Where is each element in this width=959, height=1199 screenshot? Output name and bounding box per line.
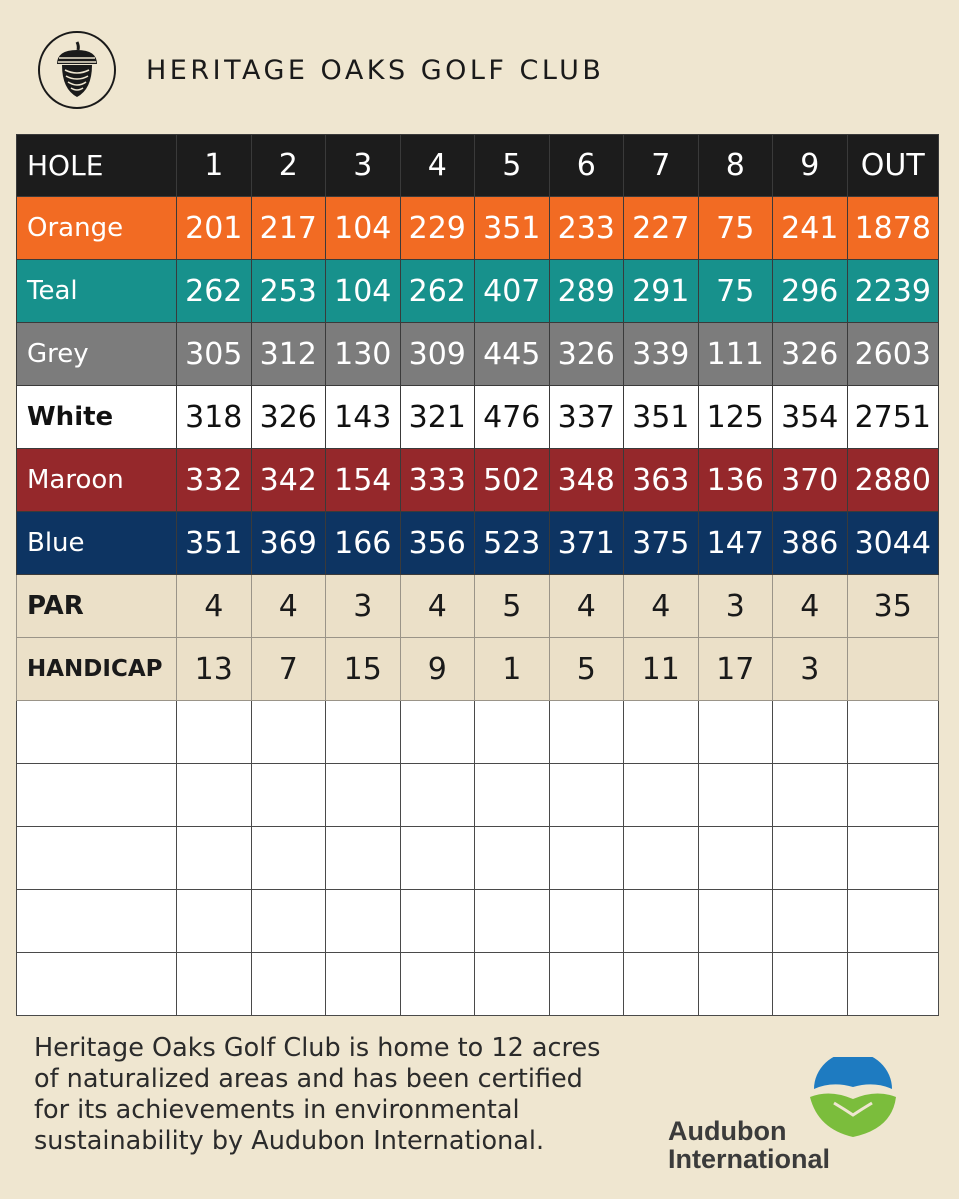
score-entry-cell[interactable] bbox=[326, 953, 401, 1016]
yardage-cell: 348 bbox=[549, 449, 624, 512]
score-entry-cell[interactable] bbox=[475, 764, 550, 827]
yardage-cell: 262 bbox=[177, 260, 252, 323]
yardage-cell: 136 bbox=[698, 449, 773, 512]
yardage-cell: 104 bbox=[326, 260, 401, 323]
score-entry-cell[interactable] bbox=[251, 890, 326, 953]
yardage-cell: 371 bbox=[549, 512, 624, 575]
par-cell: 3 bbox=[326, 575, 401, 638]
yardage-cell: 217 bbox=[251, 197, 326, 260]
score-entry-cell[interactable] bbox=[624, 953, 699, 1016]
club-logo bbox=[38, 31, 116, 109]
yardage-cell: 227 bbox=[624, 197, 699, 260]
hole-number: 8 bbox=[698, 135, 773, 197]
score-entry-cell[interactable] bbox=[624, 764, 699, 827]
yardage-cell: 375 bbox=[624, 512, 699, 575]
audubon-bird-icon bbox=[808, 1057, 898, 1137]
score-entry-cell[interactable] bbox=[400, 827, 475, 890]
out-label: OUT bbox=[847, 135, 939, 197]
score-entry-cell[interactable] bbox=[475, 953, 550, 1016]
score-entry-cell[interactable] bbox=[549, 701, 624, 764]
yardage-cell: 339 bbox=[624, 323, 699, 386]
out-total-cell: 3044 bbox=[847, 512, 939, 575]
out-total-cell: 1878 bbox=[847, 197, 939, 260]
tee-name: Orange bbox=[17, 197, 177, 260]
note-line: Heritage Oaks Golf Club is home to 12 acres bbox=[34, 1033, 601, 1063]
out-total-cell: 2751 bbox=[847, 386, 939, 449]
yardage-cell: 253 bbox=[251, 260, 326, 323]
yardage-cell: 326 bbox=[549, 323, 624, 386]
score-entry-cell[interactable] bbox=[475, 827, 550, 890]
yardage-cell: 332 bbox=[177, 449, 252, 512]
score-entry-cell[interactable] bbox=[549, 953, 624, 1016]
handicap-cell: 7 bbox=[251, 638, 326, 701]
par-total-cell: 35 bbox=[847, 575, 939, 638]
yardage-cell: 309 bbox=[400, 323, 475, 386]
score-entry-cell[interactable] bbox=[549, 764, 624, 827]
scorecard-table bbox=[16, 134, 939, 1016]
note-line: sustainability by Audubon International. bbox=[34, 1126, 545, 1156]
score-entry-cell[interactable] bbox=[177, 890, 252, 953]
yardage-cell: 321 bbox=[400, 386, 475, 449]
yardage-cell: 386 bbox=[773, 512, 848, 575]
par-cell: 4 bbox=[549, 575, 624, 638]
yardage-cell: 147 bbox=[698, 512, 773, 575]
handicap-row bbox=[17, 638, 939, 701]
note-line: for its achievements in environmental bbox=[34, 1095, 520, 1125]
player-name-cell[interactable] bbox=[17, 890, 177, 953]
par-row bbox=[17, 575, 939, 638]
yardage-cell: 369 bbox=[251, 512, 326, 575]
score-entry-cell[interactable] bbox=[251, 953, 326, 1016]
par-cell: 5 bbox=[475, 575, 550, 638]
score-entry-cell[interactable] bbox=[326, 701, 401, 764]
yardage-cell: 333 bbox=[400, 449, 475, 512]
yardage-cell: 523 bbox=[475, 512, 550, 575]
yardage-cell: 351 bbox=[475, 197, 550, 260]
yardage-cell: 318 bbox=[177, 386, 252, 449]
yardage-cell: 291 bbox=[624, 260, 699, 323]
handicap-cell: 5 bbox=[549, 638, 624, 701]
audubon-word-1: Audubon bbox=[668, 1116, 787, 1146]
yardage-cell: 130 bbox=[326, 323, 401, 386]
par-cell: 4 bbox=[773, 575, 848, 638]
score-entry-cell[interactable] bbox=[400, 890, 475, 953]
score-entry-row bbox=[17, 953, 939, 1016]
tee-row-white bbox=[17, 386, 939, 449]
club-title: HERITAGE OAKS GOLF CLUB bbox=[146, 54, 605, 86]
yardage-cell: 233 bbox=[549, 197, 624, 260]
score-entry-cell[interactable] bbox=[177, 953, 252, 1016]
score-entry-cell[interactable] bbox=[251, 827, 326, 890]
yardage-cell: 351 bbox=[177, 512, 252, 575]
handicap-total-cell bbox=[847, 638, 939, 701]
score-entry-cell[interactable] bbox=[624, 701, 699, 764]
yardage-cell: 502 bbox=[475, 449, 550, 512]
handicap-cell: 15 bbox=[326, 638, 401, 701]
tee-name: Maroon bbox=[17, 449, 177, 512]
score-entry-cell[interactable] bbox=[698, 890, 773, 953]
yardage-cell: 363 bbox=[624, 449, 699, 512]
handicap-cell: 9 bbox=[400, 638, 475, 701]
score-entry-row bbox=[17, 890, 939, 953]
hole-number: 9 bbox=[773, 135, 848, 197]
score-entry-cell[interactable] bbox=[326, 764, 401, 827]
yardage-cell: 289 bbox=[549, 260, 624, 323]
yardage-cell: 166 bbox=[326, 512, 401, 575]
yardage-cell: 326 bbox=[773, 323, 848, 386]
player-name-cell[interactable] bbox=[17, 827, 177, 890]
yardage-cell: 143 bbox=[326, 386, 401, 449]
hole-number: 4 bbox=[400, 135, 475, 197]
yardage-cell: 111 bbox=[698, 323, 773, 386]
yardage-cell: 305 bbox=[177, 323, 252, 386]
out-total-cell: 2603 bbox=[847, 323, 939, 386]
tee-name: Blue bbox=[17, 512, 177, 575]
hole-number: 5 bbox=[475, 135, 550, 197]
score-entry-cell[interactable] bbox=[773, 827, 848, 890]
score-entry-cell[interactable] bbox=[847, 827, 939, 890]
hole-number: 3 bbox=[326, 135, 401, 197]
par-cell: 4 bbox=[624, 575, 699, 638]
score-entry-cell[interactable] bbox=[177, 701, 252, 764]
hole-header-row bbox=[17, 135, 939, 197]
yardage-cell: 337 bbox=[549, 386, 624, 449]
hole-number: 7 bbox=[624, 135, 699, 197]
yardage-cell: 262 bbox=[400, 260, 475, 323]
out-total-cell: 2880 bbox=[847, 449, 939, 512]
audubon-logo bbox=[668, 1057, 898, 1177]
par-cell: 3 bbox=[698, 575, 773, 638]
score-entry-cell[interactable] bbox=[698, 953, 773, 1016]
player-name-cell[interactable] bbox=[17, 701, 177, 764]
tee-row-blue bbox=[17, 512, 939, 575]
tee-name: White bbox=[17, 386, 177, 449]
yardage-cell: 104 bbox=[326, 197, 401, 260]
score-entry-cell[interactable] bbox=[773, 953, 848, 1016]
score-entry-cell[interactable] bbox=[624, 890, 699, 953]
sustainability-note bbox=[34, 1033, 644, 1157]
handicap-label: HANDICAP bbox=[17, 638, 177, 701]
hole-number: 1 bbox=[177, 135, 252, 197]
handicap-cell: 11 bbox=[624, 638, 699, 701]
yardage-cell: 476 bbox=[475, 386, 550, 449]
score-entry-cell[interactable] bbox=[847, 953, 939, 1016]
handicap-cell: 1 bbox=[475, 638, 550, 701]
score-entry-cell[interactable] bbox=[549, 827, 624, 890]
score-entry-cell[interactable] bbox=[177, 827, 252, 890]
tee-name: Grey bbox=[17, 323, 177, 386]
handicap-cell: 17 bbox=[698, 638, 773, 701]
tee-row-teal bbox=[17, 260, 939, 323]
score-entry-cell[interactable] bbox=[400, 764, 475, 827]
score-entry-cell[interactable] bbox=[698, 764, 773, 827]
yardage-cell: 326 bbox=[251, 386, 326, 449]
yardage-cell: 75 bbox=[698, 260, 773, 323]
score-entry-cell[interactable] bbox=[847, 701, 939, 764]
score-entry-cell[interactable] bbox=[326, 827, 401, 890]
yardage-cell: 125 bbox=[698, 386, 773, 449]
player-name-cell[interactable] bbox=[17, 953, 177, 1016]
score-entry-cell[interactable] bbox=[251, 764, 326, 827]
score-entry-cell[interactable] bbox=[326, 890, 401, 953]
handicap-cell: 13 bbox=[177, 638, 252, 701]
score-entry-row bbox=[17, 764, 939, 827]
yardage-cell: 445 bbox=[475, 323, 550, 386]
acorn-icon bbox=[51, 40, 103, 100]
yardage-cell: 356 bbox=[400, 512, 475, 575]
score-entry-cell[interactable] bbox=[177, 764, 252, 827]
yardage-cell: 312 bbox=[251, 323, 326, 386]
hole-number: 2 bbox=[251, 135, 326, 197]
yardage-cell: 351 bbox=[624, 386, 699, 449]
yardage-cell: 241 bbox=[773, 197, 848, 260]
score-entry-cell[interactable] bbox=[549, 890, 624, 953]
tee-row-grey bbox=[17, 323, 939, 386]
tee-name: Teal bbox=[17, 260, 177, 323]
score-entry-cell[interactable] bbox=[698, 827, 773, 890]
yardage-cell: 201 bbox=[177, 197, 252, 260]
audubon-word-2: International bbox=[668, 1144, 831, 1174]
score-entry-cell[interactable] bbox=[773, 764, 848, 827]
score-entry-row bbox=[17, 701, 939, 764]
yardage-cell: 296 bbox=[773, 260, 848, 323]
yardage-cell: 154 bbox=[326, 449, 401, 512]
par-label: PAR bbox=[17, 575, 177, 638]
hole-label: HOLE bbox=[17, 135, 177, 197]
yardage-cell: 407 bbox=[475, 260, 550, 323]
score-entry-cell[interactable] bbox=[847, 890, 939, 953]
score-entry-cell[interactable] bbox=[400, 701, 475, 764]
score-entry-cell[interactable] bbox=[400, 953, 475, 1016]
tee-row-maroon bbox=[17, 449, 939, 512]
score-entry-cell[interactable] bbox=[698, 701, 773, 764]
out-total-cell: 2239 bbox=[847, 260, 939, 323]
tee-row-orange bbox=[17, 197, 939, 260]
note-line: of naturalized areas and has been certified bbox=[34, 1064, 583, 1094]
hole-number: 6 bbox=[549, 135, 624, 197]
score-entry-cell[interactable] bbox=[773, 890, 848, 953]
par-cell: 4 bbox=[251, 575, 326, 638]
score-entry-cell[interactable] bbox=[251, 701, 326, 764]
yardage-cell: 354 bbox=[773, 386, 848, 449]
handicap-cell: 3 bbox=[773, 638, 848, 701]
score-entry-cell[interactable] bbox=[475, 701, 550, 764]
par-cell: 4 bbox=[400, 575, 475, 638]
score-entry-cell[interactable] bbox=[773, 701, 848, 764]
club-header bbox=[38, 30, 604, 110]
yardage-cell: 370 bbox=[773, 449, 848, 512]
score-entry-cell[interactable] bbox=[475, 890, 550, 953]
yardage-cell: 75 bbox=[698, 197, 773, 260]
yardage-cell: 342 bbox=[251, 449, 326, 512]
score-entry-cell[interactable] bbox=[624, 827, 699, 890]
player-name-cell[interactable] bbox=[17, 764, 177, 827]
yardage-cell: 229 bbox=[400, 197, 475, 260]
par-cell: 4 bbox=[177, 575, 252, 638]
score-entry-row bbox=[17, 827, 939, 890]
score-entry-cell[interactable] bbox=[847, 764, 939, 827]
